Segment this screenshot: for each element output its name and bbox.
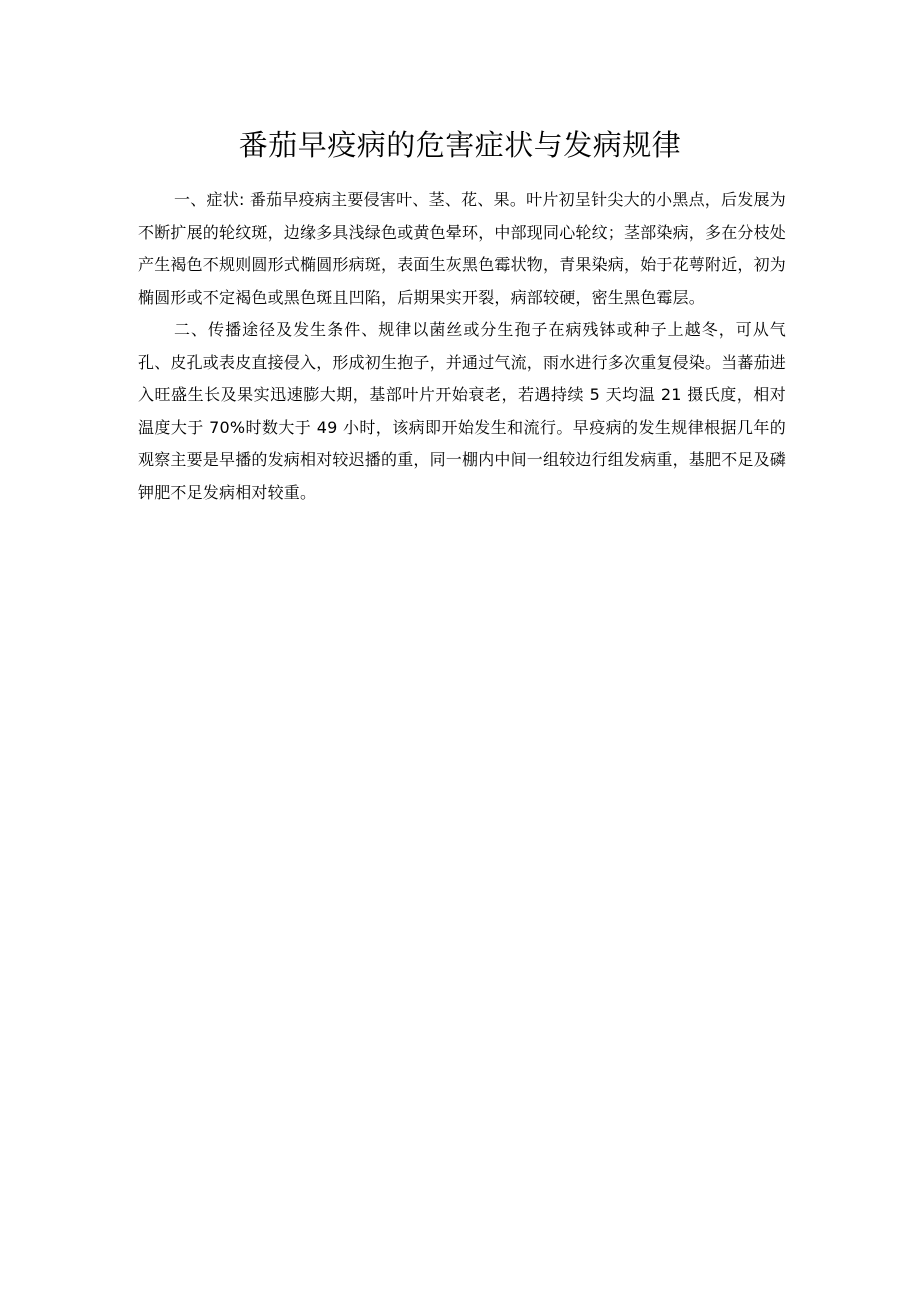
document-title: 番茄早疫病的危害症状与发病规律: [238, 128, 682, 162]
paragraph-transmission: 二、传播途径及发生条件、规律以菌丝或分生孢子在病残钵或种子上越冬，可从气孔、皮孔或表皮直接侵入，形成初生抱子，并通过气流，雨水进行多次重复侵染。当蕃茄进入旺盛生长及果实迅速膨大期，基部叶片开始衰老，若遇持续 5 天均温 21 摄氏度，相对温度大于 70%时数大于 49 小时，该病即开始发生和流行。早疫病的发生规律根据几年的观察主要是早播的发病相对较迟播的重，同一棚内中间一组较边行组发病重，基肥不足及磷钾肥不足发病相对较重。: [138, 320, 787, 502]
document-body: [138, 184, 786, 509]
paragraph-symptoms: 一、症状: 番茄早疫病主要侵害叶、茎、花、果。叶片初呈针尖大的小黑点，后发展为不断扩展的轮纹斑，边缘多具浅绿色或黄色晕环，中部现同心轮纹；茎部染病，多在分枝处产生褐色不规则圆形式椭圆形病斑，表面生灰黑色霉状物，青果染病，始于花萼附近，初为椭圆形或不定褐色或黑色斑且凹陷，后期果实开裂，病部较硬，密生黑色霉层。: [138, 190, 787, 307]
